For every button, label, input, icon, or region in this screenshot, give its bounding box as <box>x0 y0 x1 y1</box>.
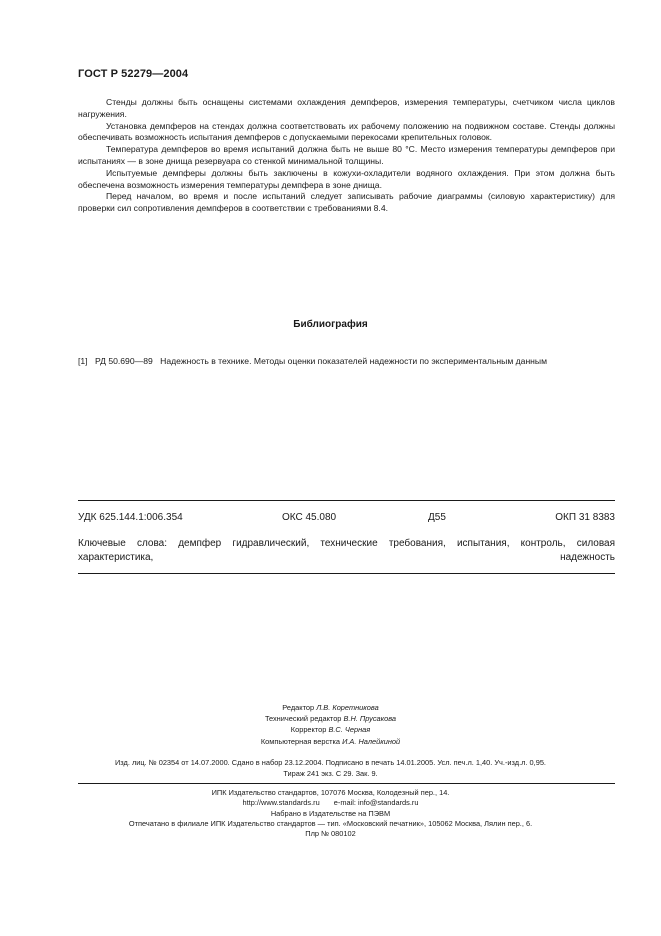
email-address: e-mail: info@standards.ru <box>333 798 419 808</box>
group-code: Д55 <box>428 512 446 523</box>
editor-line <box>0 702 661 713</box>
imprint <box>0 788 661 839</box>
publication-info: Изд. лиц. № 02354 от 14.07.2000. Сдано в набор 23.12.2004. Подписано в печать 14.01.2005. Усл. печ.л. 1,40. Уч.-изд.л. 0,95. <box>114 758 546 767</box>
keywords: Ключевые слова: демпфер гидравлический, технические требования, испытания, контроль, силовая характеристика, надежность <box>78 538 615 563</box>
layout-line <box>0 736 661 747</box>
layout-role: Компьютерная верстка <box>260 736 341 746</box>
standard-number-header: ГОСТ Р 52279—2004 <box>78 68 189 80</box>
bibliography-title: Библиография <box>293 319 368 330</box>
oks-code: ОКС 45.080 <box>282 512 337 523</box>
okp-code: ОКП 31 8383 <box>555 512 615 523</box>
paragraph: Испытуемые демпферы должны быть заключены в кожухи-охладители водяного охлаждения. При этом должна быть обеспечена возможность измерения температуры демпфера в зоне днища. <box>78 167 615 190</box>
corrector-role: Корректор <box>290 725 327 735</box>
bibliography-entry-number: [1] <box>78 356 88 366</box>
editor-role: Редактор <box>282 703 315 712</box>
publisher-address: ИПК Издательство стандартов, 107076 Москва, Колодезный пер., 14. <box>211 788 450 797</box>
editorial-credits <box>0 702 661 747</box>
bibliography-entry <box>78 356 623 366</box>
divider-rule <box>78 783 615 784</box>
printer-note: Отпечатано в филиале ИПК Издательство стандартов — тип. «Московский печатник», 105062 Москва, Лялин пер., 6. <box>128 818 533 828</box>
body-text <box>78 97 615 215</box>
bibliography-entry-title: Надежность в технике. Методы оценки показателей надежности по экспериментальным данным <box>160 356 548 366</box>
editor-name: Л.В. Коретникова <box>316 703 379 712</box>
tech-editor-role: Технический редактор <box>264 714 342 724</box>
contact-line <box>0 798 661 808</box>
paragraph: Установка демпферов на стендах должна соответствовать их рабочему положению на подвижном составе. Стенды должны обеспечивать возможность испытания демпферов с допускаемыми перекосами крепительных головок. <box>78 120 615 143</box>
plr-number: Плр № 080102 <box>305 829 356 839</box>
udk-code: УДК 625.144.1:006.354 <box>78 512 183 523</box>
website-link: http://www.standards.ru <box>242 798 320 808</box>
corrector-line <box>0 724 661 735</box>
tech-editor-name: В.Н. Прусакова <box>343 714 397 724</box>
corrector-name: В.С. Черная <box>328 725 371 735</box>
tech-editor-line <box>0 713 661 724</box>
bibliography-entry-code: РД 50.690—89 <box>94 356 153 366</box>
paragraph: Перед началом, во время и после испытаний следует записывать рабочие диаграммы (силовую характеристику) для проверки сил сопротивления демпферов в соответствии с требованиями 8.4. <box>78 191 615 214</box>
divider-rule <box>78 573 615 574</box>
paragraph: Стенды должны быть оснащены системами охлаждения демпферов, измерения температуры, счетчиком числа циклов нагружения. <box>78 97 615 119</box>
layout-name: И.А. Налейкиной <box>342 736 401 746</box>
paragraph: Температура демпферов во время испытаний должна быть не выше 80 °С. Место измерения температуры демпферов при испытаниях — в зоне днища резервуара со стенкой минимальной толщины. <box>78 144 615 166</box>
divider-rule <box>78 500 615 501</box>
print-run-info: Тираж 241 экз. С 29. Зак. 9. <box>283 769 378 778</box>
typeset-note: Набрано в Издательстве на ПЭВМ <box>270 808 391 818</box>
